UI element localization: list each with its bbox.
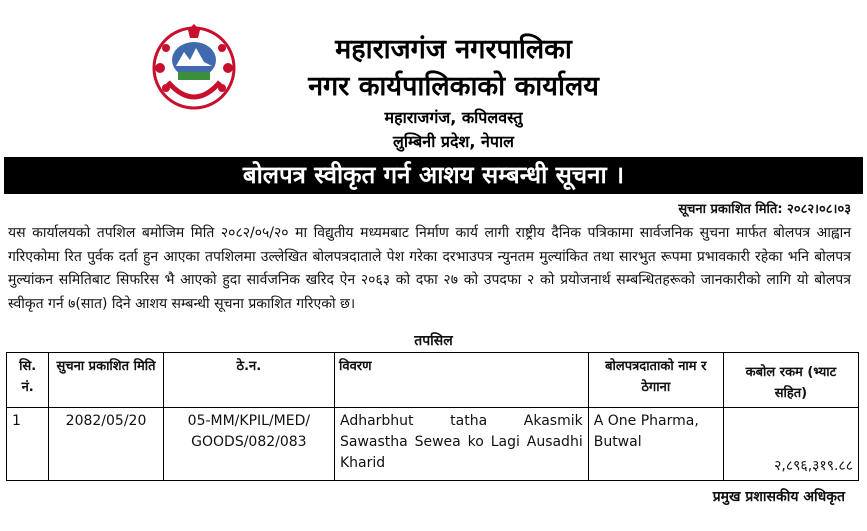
address-line-1: महाराजगंज, कपिलवस्तु [384,108,523,127]
notice-body: यस कार्यालयको तपशिल बमोजिम मिति २०८२/०५/२० मा विद्युतीय मध्यमबाट निर्माण कार्य लागी राष्ट्रीय दैनिक पत्रिकामा सार्वजनिक सुचना मार्फत बोलपत्र आह्वान गरिएकोमा रित पुर्वक दर्ता हुन आएका तपशिलमा उल्लेखित बोलपत्रदाताले पेश गरेका दरभाउपत्र न्युनतम मुल्यांकित तथा सारभुत रूपमा प्रभावकारी रहेका भनि बोलपत्र मुल्यांकन समितिबाट सिफरिस भै आएको हुदा सार्वजनिक खरिद ऐन २०६३ को दफा २७ को उपदफा २ को प्रयोजनार्थ सम्बन्धितहरूको जानकारीको लागि यो बोलपत्र स्वीकृत गर्न ७(सात) दिने आशय सम्बन्धी सूचना प्रकाशित गरिएको छ। [8,225,851,312]
cell-bidder: A One Pharma, Butwal [588,408,723,481]
table-header-row [7,353,859,408]
signature-title: प्रमुख प्रशासकीय अधिकृत [712,489,845,505]
notice-title-banner: बोलपत्र स्वीकृत गर्न आशय सम्बन्धी सूचना । [4,157,863,194]
cell-ref: 05-MM/KPIL/MED/ GOODS/082/083 [163,408,334,481]
cell-date: 2082/05/20 [49,408,163,481]
col-header-sn: सि. नं. [7,353,49,408]
col-header-date: सुचना प्रकाशित मिति [49,353,163,408]
table-row [7,408,859,481]
col-header-bidder: बोलपत्रदाताको नाम र ठेगाना [588,353,723,408]
col-header-desc: विवरण [334,353,588,408]
published-date: सूचना प्रकाशित मिति: २०८२।०८।०३ [678,202,851,217]
office-name: नगर कार्यपालिकाको कार्यालय [308,71,599,102]
col-header-ref: ठे.न. [163,353,334,408]
schedule-title: तपसिल [414,333,453,349]
cell-amount: २,८९६,३१९.८८ [723,408,858,481]
col-header-amount: कबोल रकम (भ्याट सहित) [723,353,858,408]
cell-desc: Adharbhut tatha Akasmik Sawastha Sewea ko Lagi Ausadhi Kharid [334,408,588,481]
schedule-table [6,352,859,481]
municipality-name: महाराजगंज नगरपालिका [335,34,572,65]
address-line-2: लुम्बिनी प्रदेश, नेपाल [392,132,514,151]
cell-sn: 1 [7,408,49,481]
